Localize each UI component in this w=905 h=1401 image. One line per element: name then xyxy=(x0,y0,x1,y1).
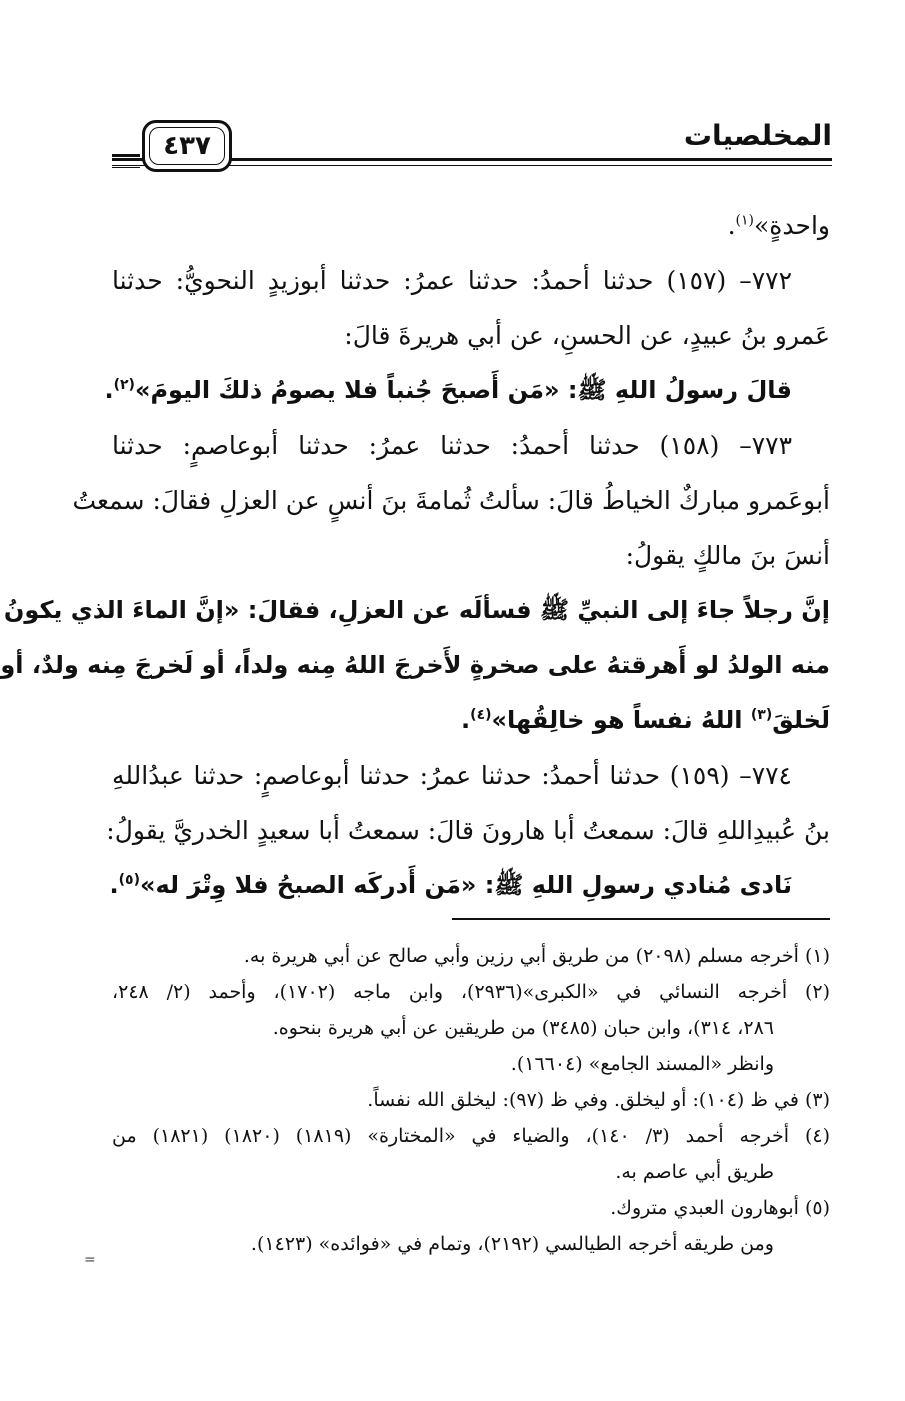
text-line xyxy=(112,253,830,308)
footnote-line: (٣) في ظ (١٠٤): أو ليخلق. وفي ظ (٩٧): ليخلق الله نفساً. xyxy=(367,1089,830,1111)
footnote-ref: (٣) xyxy=(750,707,773,723)
footnote-line: (٥) أبوهارون العبدي متروك. xyxy=(610,1197,830,1219)
line-text: بنُ عُبيدِاللهِ قالَ: سمعتُ أبا هارونَ قالَ: سمعتُ أبا سعيدٍ الخدريَّ يقولُ: xyxy=(106,816,830,845)
footnote-ref: (١) xyxy=(735,212,754,229)
text-line xyxy=(104,363,830,418)
text-line xyxy=(106,803,830,858)
line-end-punctuation: . xyxy=(461,706,471,734)
text-line xyxy=(112,418,830,473)
footnote-line: ٢٨٦، ٣١٤)، وابن حبان (٣٤٨٥) من طريقين عن أبي هريرة بنحوه. xyxy=(272,1017,774,1039)
line-text-continued: اللهُ نفساً هو خالِقُها» xyxy=(491,706,751,734)
line-text: أبوعَمرو مباركٌ الخياطُ قالَ: سألتُ ثُمامةَ بنَ أنسٍ عن العزلِ فقالَ: سمعتُ xyxy=(72,486,830,515)
running-title: المخلصيات xyxy=(683,119,832,152)
text-line xyxy=(3,583,830,638)
line-text: ٧٧٣– (١٥٨) حدثنا أحمدُ: حدثنا عمرُ: حدثنا أبوعاصمٍ: حدثنا xyxy=(112,431,793,460)
line-text: قالَ رسولُ اللهِ ﷺ: «مَن أَصبحَ جُنباً فلا يصومُ ذلكَ اليومَ» xyxy=(134,376,792,404)
header-rule-cap xyxy=(112,154,140,168)
footnote-ref: (٤) xyxy=(470,707,492,723)
footnote-ref: (٥) xyxy=(118,872,140,888)
text-line xyxy=(112,693,830,748)
line-text: عَمرو بنُ عبيدٍ، عن الحسنِ، عن أبي هريرةَ قالَ: xyxy=(344,321,830,350)
margin-mark: = xyxy=(84,1252,96,1268)
text-line xyxy=(72,473,830,528)
footnote-line: ومن طريقه أخرجه الطيالسي (٢١٩٢)، وتمام في «فوائده» (١٤٢٣). xyxy=(250,1233,774,1255)
footnote-line: (٢) أخرجه النسائي في «الكبرى»(٢٩٣٦)، وابن ماجه (١٧٠٢)، وأحمد (٢/ ٢٤٨، xyxy=(112,981,830,1003)
line-text: أنسَ بنَ مالكٍ يقولُ: xyxy=(625,541,830,570)
text-line xyxy=(112,198,830,253)
text-line xyxy=(109,858,830,913)
footnote-separator xyxy=(452,918,830,920)
line-text: نَادى مُنادي رسولِ اللهِ ﷺ: «مَن أَدركَه الصبحُ فلا وِتْرَ له» xyxy=(139,871,792,899)
footnote-line: (٤) أخرجه أحمد (٣/ ١٤٠)، والضياء في «المختارة» (١٨١٩) (١٨٢٠) (١٨٢١) من xyxy=(112,1125,830,1147)
line-end-punctuation: . xyxy=(109,871,119,899)
text-line xyxy=(112,528,830,583)
line-text: إنَّ رجلاً جاءَ إلى النبيِّ ﷺ فسألَه عن العزلِ، فقالَ: «إنَّ الماءَ الذي يكونُ xyxy=(3,596,830,624)
line-text: منه الولدُ لو أَهرقتهُ على صخرةٍ لأَخرجَ اللهُ مِنه ولداً، أو لَخرجَ مِنه ولدٌ، أو xyxy=(0,651,830,679)
text-line xyxy=(112,308,830,363)
footnote-line: طريق أبي عاصم به. xyxy=(615,1161,774,1183)
line-end-punctuation: . xyxy=(727,211,736,240)
footnotes xyxy=(112,938,830,1262)
footnote-line: وانظر «المسند الجامع» (١٦٦٠٤). xyxy=(510,1053,774,1075)
line-text: واحدةٍ» xyxy=(754,211,830,240)
line-text: ٧٧٢– (١٥٧) حدثنا أحمدُ: حدثنا عمرُ: حدثنا أبوزيدٍ النحويُّ: حدثنا xyxy=(112,266,793,295)
text-line xyxy=(112,748,830,803)
text-line xyxy=(0,638,830,693)
line-text: لَخلقَ xyxy=(772,706,830,734)
footnote-ref: (٢) xyxy=(113,377,135,393)
page-number: ٤٣٧ xyxy=(163,131,211,161)
page-number-frame xyxy=(142,120,232,172)
line-text: ٧٧٤– (١٥٩) حدثنا أحمدُ: حدثنا عمرُ: حدثنا أبوعاصمٍ: حدثنا عبدُاللهِ xyxy=(112,761,792,790)
line-end-punctuation: . xyxy=(104,376,114,404)
footnote-line: (١) أخرجه مسلم (٢٠٩٨) من طريق أبي رزين وأبي صالح عن أبي هريرة به. xyxy=(243,945,830,967)
main-text xyxy=(0,198,830,913)
page-header xyxy=(112,118,832,182)
